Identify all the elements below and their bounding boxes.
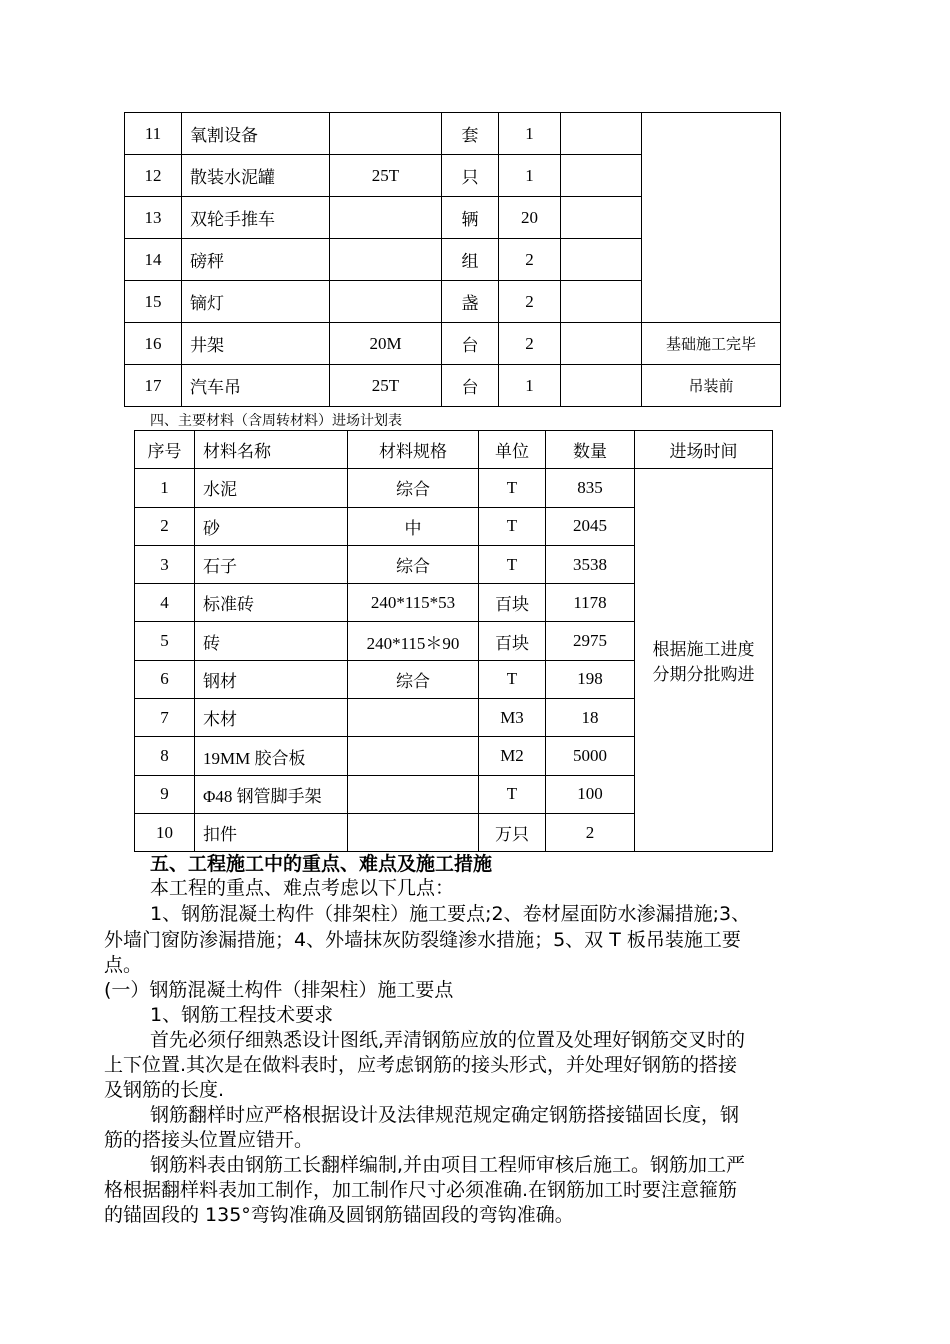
material-spec — [348, 737, 479, 775]
equipment-name: 氧割设备 — [182, 113, 330, 155]
section-heading: 五、工程施工中的重点、难点及施工措施 — [150, 853, 493, 875]
row-number: 5 — [135, 622, 195, 660]
material-name: 砖 — [195, 622, 348, 660]
row-number: 7 — [135, 699, 195, 737]
equipment-blank — [561, 197, 642, 239]
material-spec: 中 — [348, 507, 479, 545]
material-unit: 百块 — [479, 622, 546, 660]
equipment-spec: 25T — [330, 155, 442, 197]
table-row — [135, 469, 773, 507]
row-number: 6 — [135, 660, 195, 698]
table-row — [125, 323, 781, 365]
row-number: 10 — [135, 813, 195, 851]
paragraph-line: 上下位置.其次是在做料表时，应考虑钢筋的接头形式，并处理好钢筋的搭接 — [104, 1054, 738, 1076]
material-unit: 百块 — [479, 584, 546, 622]
material-unit: T — [479, 469, 546, 507]
material-name: 砂 — [195, 507, 348, 545]
row-number: 11 — [125, 113, 182, 155]
row-number: 17 — [125, 365, 182, 407]
paragraph-line: 钢筋料表由钢筋工长翻样编制,并由项目工程师审核后施工。钢筋加工严 — [150, 1154, 746, 1176]
material-spec: 综合 — [348, 469, 479, 507]
material-unit: M2 — [479, 737, 546, 775]
table-header-row — [135, 431, 773, 469]
material-qty: 835 — [546, 469, 635, 507]
equipment-name: 散装水泥罐 — [182, 155, 330, 197]
equipment-qty: 1 — [499, 155, 561, 197]
material-spec: 综合 — [348, 660, 479, 698]
material-unit: 万只 — [479, 813, 546, 851]
material-unit: T — [479, 507, 546, 545]
row-number: 9 — [135, 775, 195, 813]
material-name: 木材 — [195, 699, 348, 737]
material-name: 水泥 — [195, 469, 348, 507]
column-header: 材料规格 — [348, 431, 479, 469]
material-qty: 2045 — [546, 507, 635, 545]
equipment-spec: 25T — [330, 365, 442, 407]
equipment-name: 汽车吊 — [182, 365, 330, 407]
row-number: 15 — [125, 281, 182, 323]
row-number: 14 — [125, 239, 182, 281]
entry-time-note-line: 分期分批购进 — [652, 665, 755, 685]
equipment-blank — [561, 281, 642, 323]
equipment-qty: 2 — [499, 281, 561, 323]
equipment-spec — [330, 113, 442, 155]
column-header: 序号 — [135, 431, 195, 469]
equipment-blank — [561, 113, 642, 155]
equipment-spec: 20M — [330, 323, 442, 365]
table-row — [125, 365, 781, 407]
equipment-blank — [561, 155, 642, 197]
equipment-table — [124, 112, 781, 407]
row-number: 1 — [135, 469, 195, 507]
equipment-unit: 只 — [442, 155, 499, 197]
equipment-note: 吊装前 — [642, 365, 781, 407]
material-qty: 2975 — [546, 622, 635, 660]
paragraph-line: 筋的搭接头位置应错开。 — [104, 1129, 314, 1151]
paragraph-line: 及钢筋的长度. — [104, 1079, 225, 1101]
paragraph-line: 首先必须仔细熟悉设计图纸,弄清钢筋应放的位置及处理好钢筋交叉时的 — [150, 1029, 746, 1051]
material-name: 钢材 — [195, 660, 348, 698]
row-number: 13 — [125, 197, 182, 239]
points-line: 点。 — [104, 954, 143, 976]
equipment-name: 镝灯 — [182, 281, 330, 323]
material-qty: 18 — [546, 699, 635, 737]
equipment-blank — [561, 239, 642, 281]
equipment-note-merged — [642, 113, 781, 323]
materials-table-caption: 四、主要材料（含周转材料）进场计划表 — [150, 413, 402, 429]
materials-table — [134, 430, 773, 852]
material-spec: 综合 — [348, 545, 479, 583]
equipment-note: 基础施工完毕 — [642, 323, 781, 365]
equipment-unit: 套 — [442, 113, 499, 155]
section-intro: 本工程的重点、难点考虑以下几点： — [150, 877, 455, 899]
material-name: 标准砖 — [195, 584, 348, 622]
row-number: 12 — [125, 155, 182, 197]
entry-time-note-line: 根据施工进度 — [652, 640, 755, 660]
equipment-qty: 20 — [499, 197, 561, 239]
row-number: 8 — [135, 737, 195, 775]
equipment-unit: 组 — [442, 239, 499, 281]
equipment-spec — [330, 281, 442, 323]
equipment-qty: 1 — [499, 365, 561, 407]
material-spec: 240*115*53 — [348, 584, 479, 622]
paragraph-line: 钢筋翻样时应严格根据设计及法律规范规定确定钢筋搭接锚固长度，钢 — [150, 1104, 740, 1126]
equipment-qty: 2 — [499, 323, 561, 365]
material-spec: 240*115＊90 — [348, 622, 479, 660]
material-name: Φ48 钢管脚手架 — [195, 775, 348, 813]
material-spec — [348, 775, 479, 813]
material-name: 石子 — [195, 545, 348, 583]
subsection-heading: (一）钢筋混凝土构件（排架柱）施工要点 — [104, 979, 454, 1001]
row-number: 4 — [135, 584, 195, 622]
equipment-spec — [330, 197, 442, 239]
material-name: 19MM 胶合板 — [195, 737, 348, 775]
equipment-name: 磅秤 — [182, 239, 330, 281]
row-number: 2 — [135, 507, 195, 545]
equipment-blank — [561, 365, 642, 407]
equipment-name: 双轮手推车 — [182, 197, 330, 239]
material-qty: 100 — [546, 775, 635, 813]
column-header: 单位 — [479, 431, 546, 469]
row-number: 3 — [135, 545, 195, 583]
material-unit: M3 — [479, 699, 546, 737]
points-line: 1、钢筋混凝土构件（排架柱）施工要点;2、卷材屋面防水渗漏措施;3、 — [150, 903, 751, 925]
sub-subsection-heading: 1、钢筋工程技术要求 — [150, 1004, 334, 1026]
equipment-qty: 1 — [499, 113, 561, 155]
paragraph-line: 格根据翻样料表加工制作，加工制作尺寸必须准确.在钢筋加工时要注意箍筋 — [104, 1179, 738, 1201]
points-line: 外墙门窗防渗漏措施；4、外墙抹灰防裂缝渗水措施；5、双 T 板吊装施工要 — [104, 929, 741, 951]
material-qty: 198 — [546, 660, 635, 698]
paragraph-line: 的锚固段的 135°弯钩准确及圆钢筋锚固段的弯钩准确。 — [104, 1204, 574, 1226]
material-spec — [348, 813, 479, 851]
material-qty: 3538 — [546, 545, 635, 583]
row-number: 16 — [125, 323, 182, 365]
material-unit: T — [479, 775, 546, 813]
column-header: 数量 — [546, 431, 635, 469]
material-unit: T — [479, 545, 546, 583]
material-name: 扣件 — [195, 813, 348, 851]
material-qty: 5000 — [546, 737, 635, 775]
equipment-unit: 辆 — [442, 197, 499, 239]
equipment-blank — [561, 323, 642, 365]
material-qty: 2 — [546, 813, 635, 851]
equipment-unit: 台 — [442, 365, 499, 407]
equipment-qty: 2 — [499, 239, 561, 281]
equipment-unit: 盏 — [442, 281, 499, 323]
material-qty: 1178 — [546, 584, 635, 622]
equipment-spec — [330, 239, 442, 281]
material-unit: T — [479, 660, 546, 698]
equipment-unit: 台 — [442, 323, 499, 365]
entry-time-note — [635, 469, 773, 852]
material-spec — [348, 699, 479, 737]
column-header: 材料名称 — [195, 431, 348, 469]
table-row — [125, 113, 781, 155]
column-header: 进场时间 — [635, 431, 773, 469]
equipment-name: 井架 — [182, 323, 330, 365]
